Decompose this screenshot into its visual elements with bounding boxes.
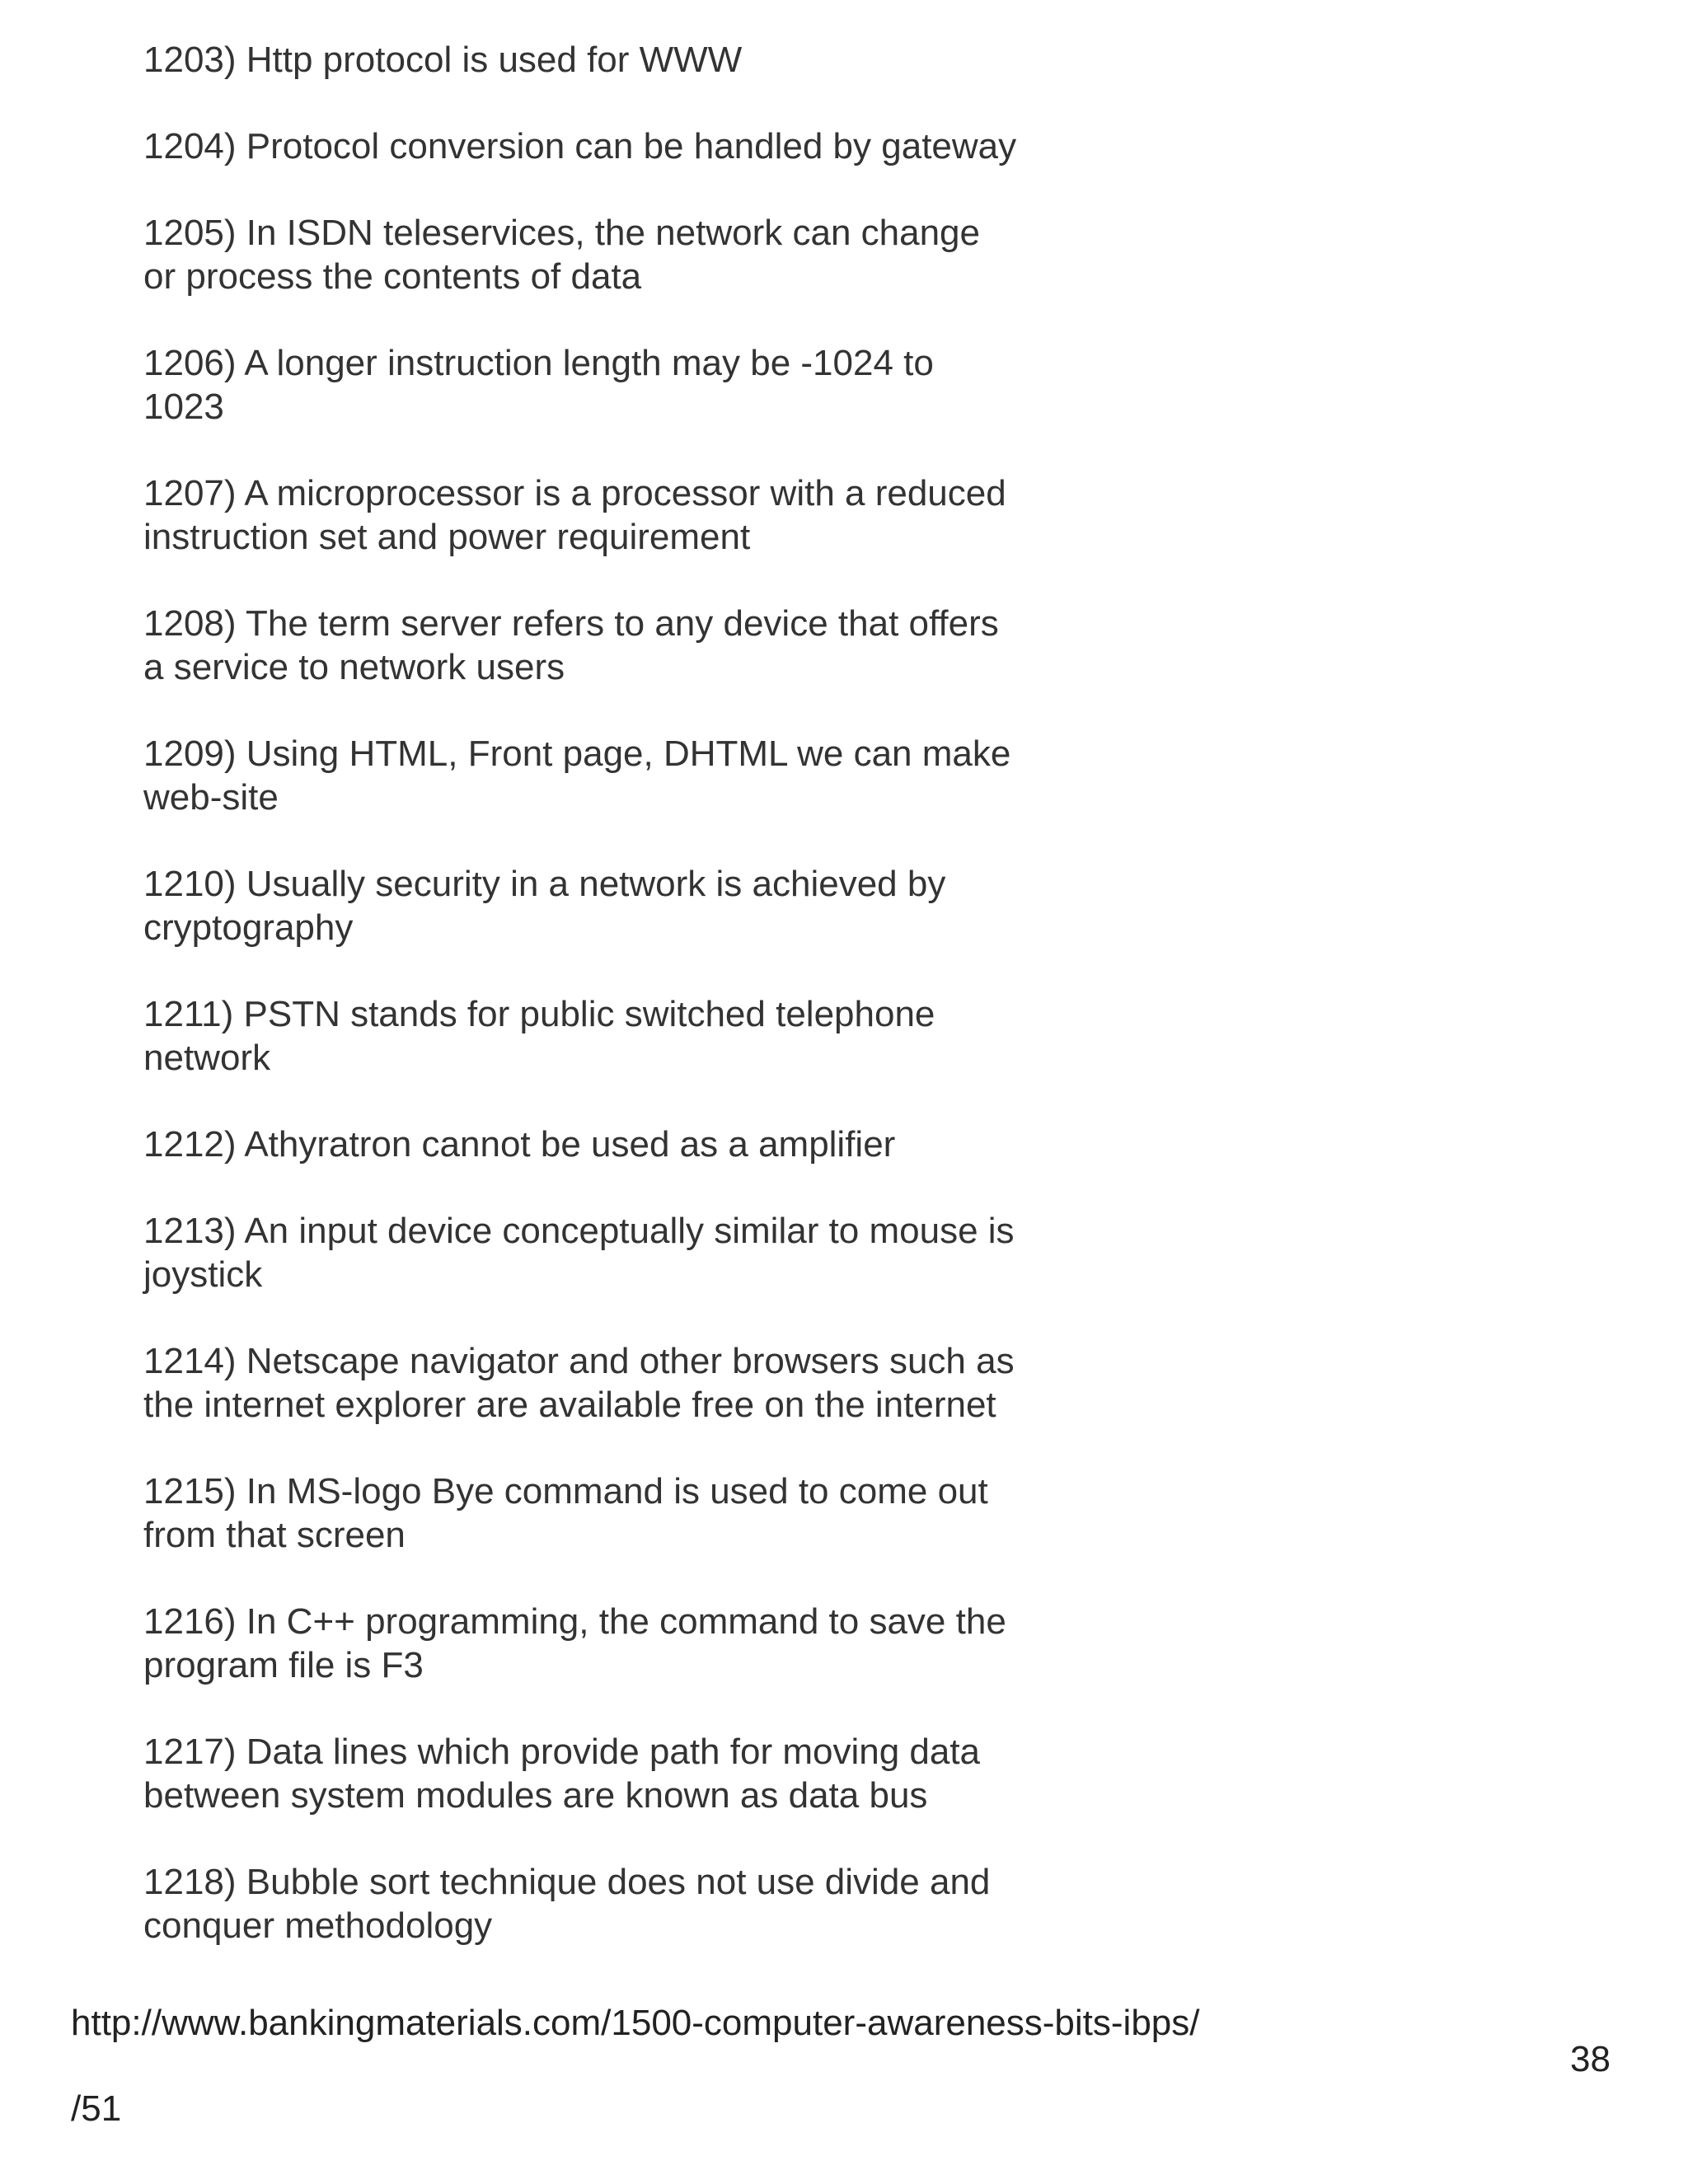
page-total: /51 <box>71 2088 122 2129</box>
list-item: 1208) The term server refers to any device that offers a service to network users <box>143 603 999 687</box>
document-body <box>143 38 1091 1990</box>
list-item: 1209) Using HTML, Front page, DHTML we can make web-site <box>143 733 1011 818</box>
page-number: 38 <box>1570 2039 1611 2079</box>
list-item: 1206) A longer instruction length may be -1024 to 1023 <box>143 343 934 427</box>
list-item: 1214) Netscape navigator and other browsers such as the internet explorer are available free on the internet <box>143 1341 1015 1425</box>
list-item: 1217) Data lines which provide path for moving data between system modules are known as data bus <box>143 1732 981 1816</box>
list-item: 1216) In C++ programming, the command to save the program file is F3 <box>143 1601 1006 1685</box>
list-item: 1215) In MS-logo Bye command is used to come out from that screen <box>143 1471 988 1555</box>
list-item: 1207) A microprocessor is a processor with a reduced instruction set and power requirement <box>143 473 1006 557</box>
list-item: 1203) Http protocol is used for WWW <box>143 40 743 80</box>
list-item: 1211) PSTN stands for public switched telephone network <box>143 994 935 1078</box>
footer-url: http://www.bankingmaterials.com/1500-computer-awareness-bits-ibps/ <box>71 2003 1200 2043</box>
list-item: 1205) In ISDN teleservices, the network can change or process the contents of data <box>143 213 980 297</box>
list-item: 1218) Bubble sort technique does not use divide and conquer methodology <box>143 1862 991 1946</box>
list-item: 1210) Usually security in a network is achieved by cryptography <box>143 864 946 948</box>
list-item: 1204) Protocol conversion can be handled by gateway <box>143 126 1017 166</box>
list-item: 1213) An input device conceptually similar to mouse is joystick <box>143 1211 1015 1295</box>
list-item: 1212) Athyratron cannot be used as a amplifier <box>143 1124 896 1165</box>
